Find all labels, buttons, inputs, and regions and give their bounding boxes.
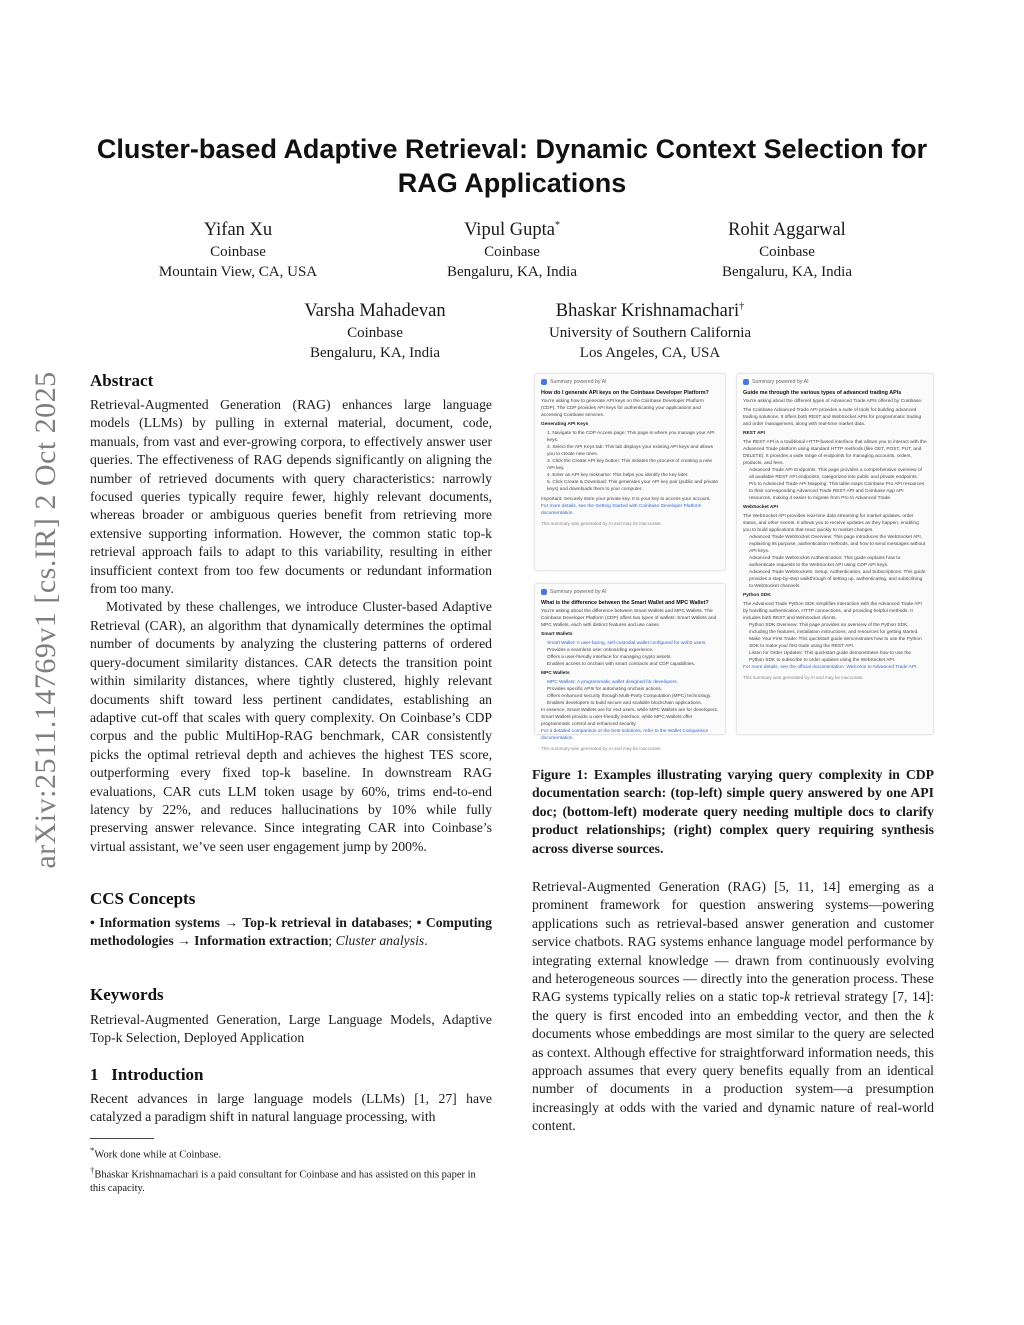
panel-link[interactable]: For more details, see the Getting Started with Coinbase Developer Platform documentation. <box>541 504 702 516</box>
keywords-heading: Keywords <box>90 985 164 1004</box>
ai-badge-label: Summary powered by AI <box>752 379 809 385</box>
panel-step: 5. Click Create & Download: This generates your API key pair (public and private keys) and downloads them to your computer. <box>547 480 719 492</box>
author-block <box>412 214 612 282</box>
panel-text: The WebSocket API provides real-time data streaming for market updates, order status, and other events. It allows you to receive updates as they happen, enabling you to build applications that react quickly to market changes. <box>743 514 919 533</box>
panel-text: The Advanced Trade Python SDK simplifies interaction with the Advanced Trade API by handling authentication, HTTP connections, and providing helpful methods. It includes both REST and WebSocket clients. <box>743 602 922 621</box>
panel-item: Provides a seamless user onboarding experience. <box>547 648 654 653</box>
author-location: Los Angeles, CA, USA <box>579 345 721 362</box>
ai-badge-label: Summary powered by AI <box>550 589 607 595</box>
sparkle-icon <box>743 379 749 385</box>
panel-footer: This summary was generated by AI and may be inaccurate. <box>541 521 662 526</box>
panel-item: Offers enhanced security through Multi-Party Computation (MPC) technology. <box>547 694 712 699</box>
keywords-body: Retrieval-Augmented Generation, Large Language Models, Adaptive Top-k Selection, Deployed Application <box>90 1012 492 1046</box>
author-affiliation: Coinbase <box>484 244 540 261</box>
panel-item: Pro to Advanced Trade API Mapping: This table maps Coinbase Pro API resources to their corresponding Advanced Trade REST API and Coinbase App API resources, making it easier to migrate from Pro to Advanced Trade. <box>749 482 925 501</box>
author-name: Bhaskar Krishnamachari <box>555 301 740 322</box>
abstract-body <box>90 396 492 856</box>
footnote-text: Work done while at Coinbase. <box>94 1149 221 1161</box>
ccs-body <box>90 914 492 951</box>
panel-item: Enables access to onchain with smart contracts and CDP capabilities. <box>547 662 696 667</box>
arxiv-stamp-text: arXiv:2511.14769v1 [cs.IR] 2 Oct 2025 <box>29 371 62 869</box>
footnote-text: Bhaskar Krishnamachari is a paid consultant for Coinbase and has assisted on this paper in this capacity. <box>90 1169 476 1194</box>
footnote-mark: † <box>90 1164 95 1175</box>
panel-section: Generating API Keys <box>541 422 589 427</box>
intro-paragraph: Recent advances in large language models (LLMs) [1, 27] have catalyzed a paradigm shift in natural language processing, with <box>90 1091 492 1125</box>
panel-text: The Coinbase Advanced Trade API provides a suite of tools for building advanced trading solutions. It offers both REST and WebSocket APIs for programmatic trading and order management, along with real-time market data. <box>743 408 922 427</box>
panel-item: Listen for Order Updates: This quickstart guide demonstrates how to use the Python SDK to subscribe to order updates using the WebSocket API. <box>749 651 912 663</box>
author-name: Rohit Aggarwal <box>728 220 846 241</box>
author-name: Varsha Mahadevan <box>304 301 446 322</box>
ai-badge <box>535 584 725 598</box>
ai-badge <box>535 374 725 388</box>
panel-item[interactable]: Smart Wallet: A user-facing, self-custodial wallet configured for web3 users. <box>547 641 707 646</box>
footnote-mark: * <box>90 1145 95 1155</box>
author-name: Vipul Gupta <box>464 220 555 241</box>
panel-footer: This summary was generated by AI and may be inaccurate. <box>743 675 864 680</box>
footnote-rule <box>90 1138 154 1139</box>
panel-item: Make Your First Trade: This quickstart guide demonstrates how to use the Python SDK to make your first trade using the REST API. <box>749 637 922 649</box>
panel-item: Python SDK Overview: This page provides an overview of the Python SDK, including the features, installation instructions, and resources for getting started. <box>749 623 919 635</box>
panel-link[interactable]: For a detailed comparison or the best solutions, refer to the Wallet Comparison documentation. <box>541 729 709 741</box>
panel-step: 1. Navigate to the CDP Access page: This page is where you manage your API keys. <box>547 431 715 443</box>
author-affiliation: Coinbase <box>347 325 403 342</box>
abstract-paragraph: Retrieval-Augmented Generation (RAG) enhances large language models (LLMs) by pulling in external material, document, code, manuals, from vast and ever-growing corpora, to effectively answer user queries. The effectiveness of RAG depends significantly on aligning the number of retrieved documents with query characteristics: narrowly focused queries typically require fewer, highly relevant documents, whereas broader or ambiguous queries benefit from retrieving more extensive supporting information. However, the common static top-k retrieval approach fails to adapt to this variability, resulting in either insufficient context from too few documents or redundant information from too many. <box>90 397 492 597</box>
panel-section: Python SDK <box>743 593 771 598</box>
ai-badge <box>737 374 933 388</box>
ccs-concept: • Computing methodologies → Information extraction <box>90 915 492 949</box>
author-location: Bengaluru, KA, India <box>722 264 852 281</box>
figure-panel-moderate <box>534 583 726 751</box>
panel-section: WebSocket API <box>743 505 778 510</box>
panel-question: How do I generate API keys on the Coinbase Developer Platform? <box>541 390 709 396</box>
intro-heading-text: Introduction <box>111 1065 204 1084</box>
intro-math: k <box>784 989 791 1005</box>
panel-question: What is the difference between the Smart Wallet and MPC Wallet? <box>541 600 709 606</box>
panel-section: Smart Wallets <box>541 632 573 637</box>
author-mark: † <box>739 301 745 312</box>
panel-text: You're asking how to generate API keys on the Coinbase Developer Platform (CDP). The CDP provides API keys for authenticating your applications and accessing Coinbase services. <box>541 399 704 418</box>
panel-section: REST API <box>743 431 765 436</box>
figure-panel-simple <box>534 373 726 571</box>
intro-heading <box>90 1065 204 1085</box>
intro-heading-number: 1 <box>90 1065 99 1084</box>
panel-item: Advanced Trade API Endpoints: This page provides a comprehensive overview of all available REST API endpoints, categorized into public and private endpoints. <box>749 468 922 480</box>
panel-section: MPC Wallets <box>541 671 570 676</box>
panel-text: In essence, Smart Wallets are for end-users, while MPC Wallets are for developers. Smart Wallets provide a user-friendly interface, while MPC Wallets offer programmatic control and enhanced security. <box>541 708 719 727</box>
abstract-heading: Abstract <box>90 371 154 390</box>
author-affiliation: Coinbase <box>210 244 266 261</box>
author-affiliation: Coinbase <box>759 244 815 261</box>
panel-item[interactable]: MPC Wallets: A programmatic wallet designed for developers. <box>547 680 678 685</box>
intro-text: retrieval strategy [7, 14]: the query is first encoded into an embedding vector, and then the <box>532 989 935 1023</box>
author-block <box>687 214 887 282</box>
panel-step: 3. Click the Create API key button: This initiates the process of creating a new API key. <box>547 459 712 471</box>
intro-text: Retrieval-Augmented Generation (RAG) [5, 11, 14] emerging as a prominent framework for question answering systems—powering applications such as retrieval-based answer generation and customer service chatbots. RAG systems enhance language model performance by integrating external knowledge — drawn from continuously evolving and heterogeneous sources — directly into the generation process. These RAG systems typically relies on a static top- <box>532 879 934 1005</box>
ccs-separator: ; <box>328 933 336 949</box>
author-mark: * <box>554 220 560 231</box>
ccs-separator: ; <box>408 915 417 930</box>
author-location: Mountain View, CA, USA <box>158 264 318 281</box>
ccs-heading: CCS Concepts <box>90 889 196 908</box>
paper-title: Cluster-based Adaptive Retrieval: Dynamic Context Selection for RAG Applications <box>96 134 928 198</box>
author-location: Bengaluru, KA, India <box>310 345 440 362</box>
panel-footer: This summary was generated by AI and may be inaccurate. <box>541 746 662 751</box>
panel-item: Enables developers to build secure and scalable blockchain applications. <box>547 701 702 706</box>
panel-link[interactable]: For more details, see the official documentation: Welcome to Advanced Trade API. <box>743 665 918 670</box>
ccs-concept-tail: Cluster analysis <box>335 933 425 949</box>
author-block <box>265 295 485 363</box>
panel-text: You're asking about the difference between Smart Wallets and MPC Wallets. The Coinbase Developer Platform (CDP) offers two types of wallets: Smart Wallets and MPC Wallets, each with distinct features and use cases. <box>541 609 717 628</box>
author-location: Bengaluru, KA, India <box>447 264 577 281</box>
intro-text: documents whose embeddings are most similar to the query are selected as context. Although effective for straightforward information needs, this approach assumes that every query benefits equally from an identical number of documents in a production system—a presumption increasingly at odds with the varied and dynamic nature of real-world content. <box>532 1026 934 1134</box>
author-affiliation: University of Southern California <box>548 325 752 342</box>
panel-item: Provides specific APIs for automating onchain actions. <box>547 687 663 692</box>
ccs-end: . <box>424 933 428 949</box>
abstract-paragraph: Motivated by these challenges, we introduce Cluster-based Adaptive Retrieval (CAR), an algorithm that dynamically determines the optimal number of documents by analyzing the clustering patterns of ordered query-document similarity distances. CAR detects the transition point within similarity distances, where tightly clustered, highly relevant documents shift toward less pertinent candidates, establishing an adaptive cut-off that scales with query complexity. On Coinbase’s CDP corpus and the public MultiHop-RAG benchmark, CAR consistently picks the optimal retrieval depth and achieves the highest TES score, outperforming every fixed top-k baseline. In downstream RAG evaluations, CAR cuts LLM token usage by 60%, trims end-to-end latency by 22%, and reduces hallucinations by 10% while fully preserving answer relevance. Since integrating CAR into Coinbase’s virtual assistant, we’ve seen user engagement jump by 200%. <box>90 599 492 854</box>
intro-math: k <box>927 1007 934 1023</box>
author-name: Yifan Xu <box>203 220 273 241</box>
footnotes <box>90 1143 492 1196</box>
panel-item: Advanced Trade WebSocket Overview: This page introduces the WebSocket API, explaining its purpose, authentication methods, and how to send messages without API keys. <box>749 535 926 554</box>
panel-item: Advanced Trade WebSockets: Setup, Authentication, and Subscriptions: This guide provides a step-by-step walkthrough of setting up, authenticating, and subscribing to WebSocket channels. <box>749 570 926 589</box>
ai-badge-label: Summary powered by AI <box>550 379 607 385</box>
panel-item: Offers a user-friendly interface for managing crypto assets. <box>547 655 672 660</box>
sparkle-icon <box>541 589 547 595</box>
panel-step: 2. Select the API Keys tab: This tab displays your existing API keys and allows you to create new ones. <box>547 445 714 457</box>
panel-text: You're asking about the different types of Advanced Trade APIs offered by Coinbase. <box>743 399 923 404</box>
intro-paragraph-continued <box>532 878 934 1136</box>
figure-panel-complex <box>736 373 934 735</box>
author-block <box>138 214 338 282</box>
figure-caption: Figure 1: Examples illustrating varying query complexity in CDP documentation search: (top-left) simple query answered by one API doc; (bottom-left) moderate query needing multiple docs to clarify product relationships; (right) complex query requiring synthesis across diverse sources. <box>532 767 934 856</box>
panel-item: Advanced Trade WebSocket Authentication: This guide explains how to authenticate requests to the WebSocket API using CDP API keys. <box>749 556 901 568</box>
panel-question: Guide me through the various types of advanced trading APIs <box>743 390 902 396</box>
ccs-concept: • Information systems → Top-k retrieval in databases <box>90 915 409 930</box>
panel-text: Important: Securely store your private key. It is your key to access your account. <box>541 497 711 502</box>
panel-text: The REST API is a traditional HTTP-based interface that allows you to interact with the Advanced Trade platform using standard HTTP methods (like GET, POST, PUT, and DELETE). It provides a wide range of endpoints for managing accounts, orders, products, and fees. <box>743 440 927 466</box>
panel-step: 4. Enter an API key nickname: This helps you identify the key later. <box>547 473 689 478</box>
author-block <box>520 295 780 363</box>
sparkle-icon <box>541 379 547 385</box>
